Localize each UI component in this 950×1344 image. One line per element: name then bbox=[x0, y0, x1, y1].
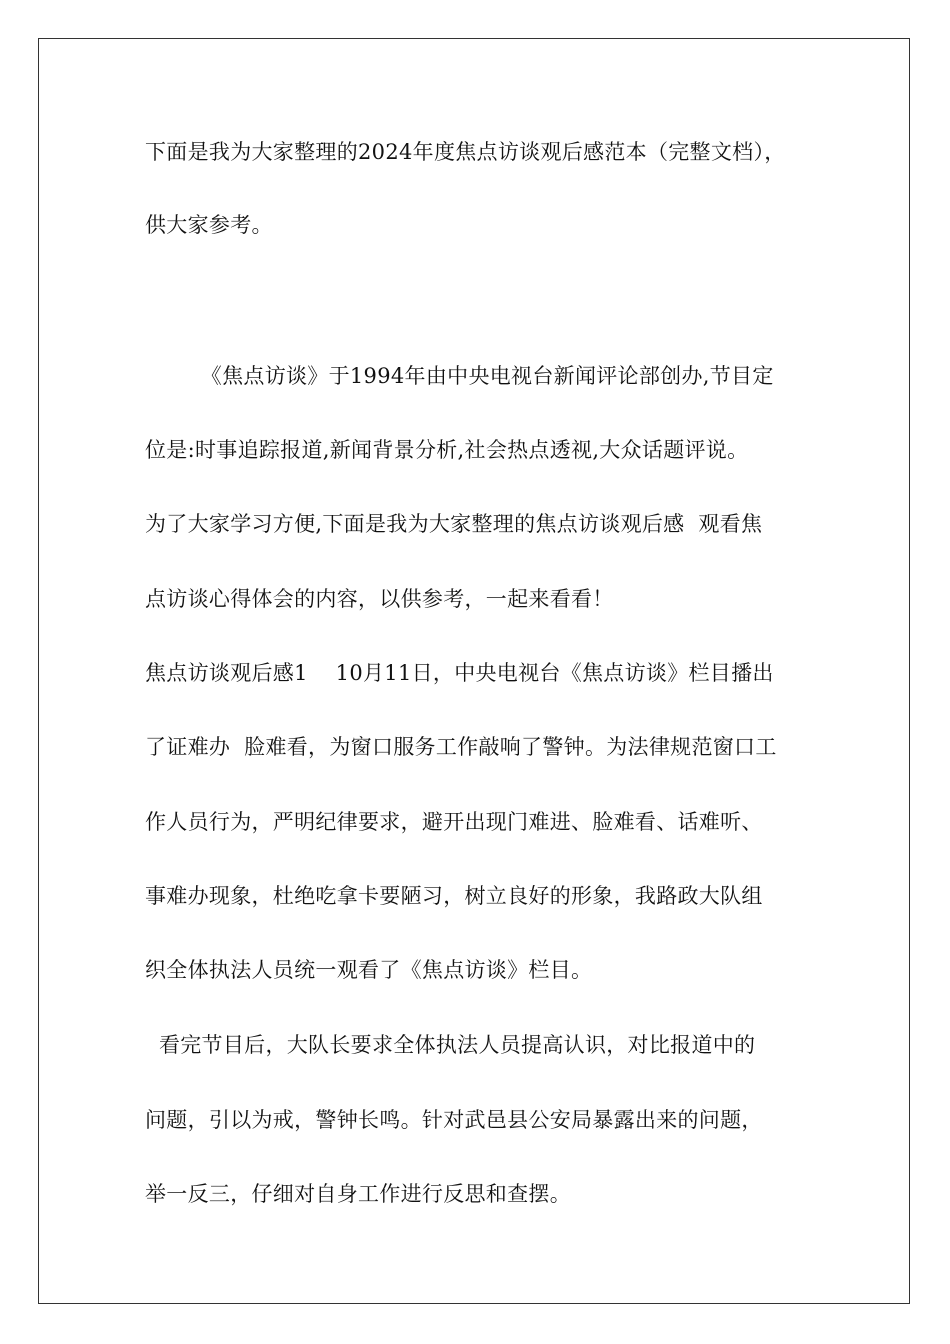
text-line-5: 为了大家学习方便,下面是我为大家整理的焦点访谈观后感 观看焦 bbox=[145, 512, 763, 536]
text-line-3: 《焦点访谈》于1994年由中央电视台新闻评论部创办,节目定 bbox=[145, 364, 774, 388]
text-line-7: 焦点访谈观后感1 10月11日，中央电视台《焦点访谈》栏目播出 bbox=[145, 661, 774, 685]
text-line-1: 下面是我为大家整理的2024年度焦点访谈观后感范本（完整文档）， bbox=[145, 140, 786, 164]
text-line-14: 举一反三，仔细对自身工作进行反思和查摆。 bbox=[145, 1182, 571, 1206]
text-line-11: 织全体执法人员统一观看了《焦点访谈》栏目。 bbox=[145, 958, 593, 982]
text-line-10: 事难办现象，杜绝吃拿卡要陋习，树立良好的形象，我路政大队组 bbox=[145, 884, 763, 908]
text-line-13: 问题，引以为戒，警钟长鸣。针对武邑县公安局暴露出来的问题， bbox=[145, 1108, 763, 1132]
text-line-9: 作人员行为，严明纪律要求，避开出现门难进、脸难看、话难听、 bbox=[145, 810, 763, 834]
text-line-4: 位是:时事追踪报道,新闻背景分析,社会热点透视,大众话题评说。 bbox=[145, 438, 749, 462]
text-line-6: 点访谈心得体会的内容，以供参考，一起来看看！ bbox=[145, 587, 614, 611]
text-line-12: 看完节目后，大队长要求全体执法人员提高认识，对比报道中的 bbox=[145, 1033, 756, 1057]
text-line-8: 了证难办 脸难看，为窗口服务工作敲响了警钟。为法律规范窗口工 bbox=[145, 735, 777, 759]
text-line-2: 供大家参考。 bbox=[145, 213, 273, 237]
